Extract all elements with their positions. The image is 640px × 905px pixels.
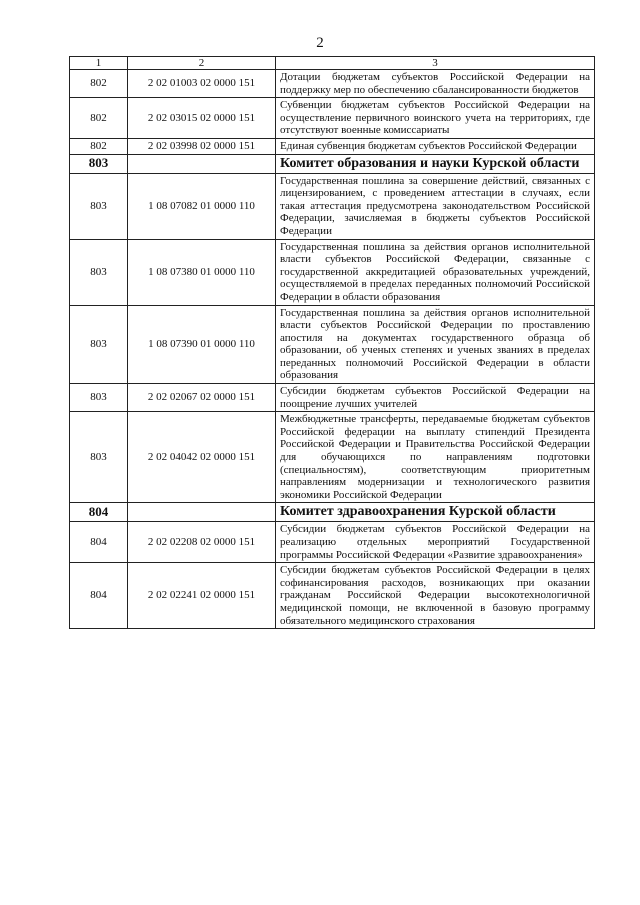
revenue-code-cell: 2 02 03998 02 0000 151 (128, 138, 276, 154)
committee-row (70, 154, 595, 173)
table-row (70, 305, 595, 384)
table-row (70, 522, 595, 563)
table-row (70, 98, 595, 139)
header-row (70, 57, 595, 70)
revenue-code-cell: 1 08 07390 01 0000 110 (128, 305, 276, 384)
admin-code-cell: 803 (70, 412, 128, 503)
revenue-description-cell: Государственная пошлина за действия органов исполнительной власти субъектов Российской Федерации по проставлению апостиля на документах государственного образца об образовании, об ученых степенях и ученых званиях в пределах переданных полномочий Российской Федерации в области образования (276, 305, 595, 384)
table-row (70, 70, 595, 98)
revenue-code-cell: 2 02 03015 02 0000 151 (128, 98, 276, 139)
revenue-code-cell: 2 02 02241 02 0000 151 (128, 563, 276, 629)
admin-code-cell: 803 (70, 305, 128, 384)
revenue-description-cell: Субсидии бюджетам субъектов Российской Федерации на реализацию отдельных мероприятий Государственной программы Российской Федерации «Развитие здравоохранения» (276, 522, 595, 563)
revenue-description-cell: Единая субвенция бюджетам субъектов Российской Федерации (276, 138, 595, 154)
table-row (70, 239, 595, 305)
admin-code-cell: 802 (70, 70, 128, 98)
admin-code-cell: 804 (70, 522, 128, 563)
committee-name-cell: Комитет образования и науки Курской области (276, 154, 595, 173)
table-row (70, 412, 595, 503)
revenue-description-cell: Дотации бюджетам субъектов Российской Федерации на поддержку мер по обеспечению сбалансированности бюджетов (276, 70, 595, 98)
budget-revenue-table (69, 56, 595, 629)
revenue-code-cell (128, 154, 276, 173)
admin-code-cell: 803 (70, 173, 128, 239)
page-number: 2 (316, 35, 324, 51)
committee-row (70, 503, 595, 522)
revenue-code-cell: 1 08 07082 01 0000 110 (128, 173, 276, 239)
table-row (70, 138, 595, 154)
revenue-description-cell: Межбюджетные трансферты, передаваемые бюджетам субъектов Российской федерации на выплату стипендий Президента Российской Федерации и Правительства Российской Федерации для обучающихся по направлениям подготовки (специальностям), соответствующим приоритетным направлениям модернизации и технологического развития экономики Российской Федерации (276, 412, 595, 503)
table-row (70, 173, 595, 239)
column-header-description: 3 (276, 57, 595, 70)
revenue-description-cell: Субсидии бюджетам субъектов Российской Федерации на поощрение лучших учителей (276, 384, 595, 412)
revenue-code-cell (128, 503, 276, 522)
revenue-description-cell: Государственная пошлина за совершение действий, связанных с лицензированием, с проведением аттестации в случаях, если такая аттестация предусмотрена законодательством Российской Федерации, зачисляемая в бюджеты субъектов Российской Федерации (276, 173, 595, 239)
revenue-description-cell: Государственная пошлина за действия органов исполнительной власти субъектов Российской Федерации, связанные с государственной аккредитацией образовательных учреждений, осуществляемой в пределах переданных полномочий Российской Федерации в области образования (276, 239, 595, 305)
revenue-description-cell: Субсидии бюджетам субъектов Российской Федерации в целях софинансирования расходов, возникающих при оказании гражданам Российской Федерации высокотехнологичной медицинской помощи, не включенной в базовую программу обязательного медицинского страхования (276, 563, 595, 629)
admin-code-cell: 803 (70, 239, 128, 305)
committee-name-cell: Комитет здравоохранения Курской области (276, 503, 595, 522)
revenue-code-cell: 2 02 02208 02 0000 151 (128, 522, 276, 563)
revenue-description-cell: Субвенции бюджетам субъектов Российской Федерации на осуществление первичного воинского учета на территориях, где отсутствуют военные комиссариаты (276, 98, 595, 139)
admin-code-cell: 803 (70, 154, 128, 173)
revenue-code-cell: 2 02 02067 02 0000 151 (128, 384, 276, 412)
admin-code-cell: 804 (70, 563, 128, 629)
revenue-code-cell: 2 02 04042 02 0000 151 (128, 412, 276, 503)
revenue-code-cell: 1 08 07380 01 0000 110 (128, 239, 276, 305)
admin-code-cell: 804 (70, 503, 128, 522)
table-row (70, 384, 595, 412)
column-header-code: 2 (128, 57, 276, 70)
admin-code-cell: 802 (70, 98, 128, 139)
admin-code-cell: 802 (70, 138, 128, 154)
revenue-code-cell: 2 02 01003 02 0000 151 (128, 70, 276, 98)
column-header-admin: 1 (70, 57, 128, 70)
table-row (70, 563, 595, 629)
admin-code-cell: 803 (70, 384, 128, 412)
